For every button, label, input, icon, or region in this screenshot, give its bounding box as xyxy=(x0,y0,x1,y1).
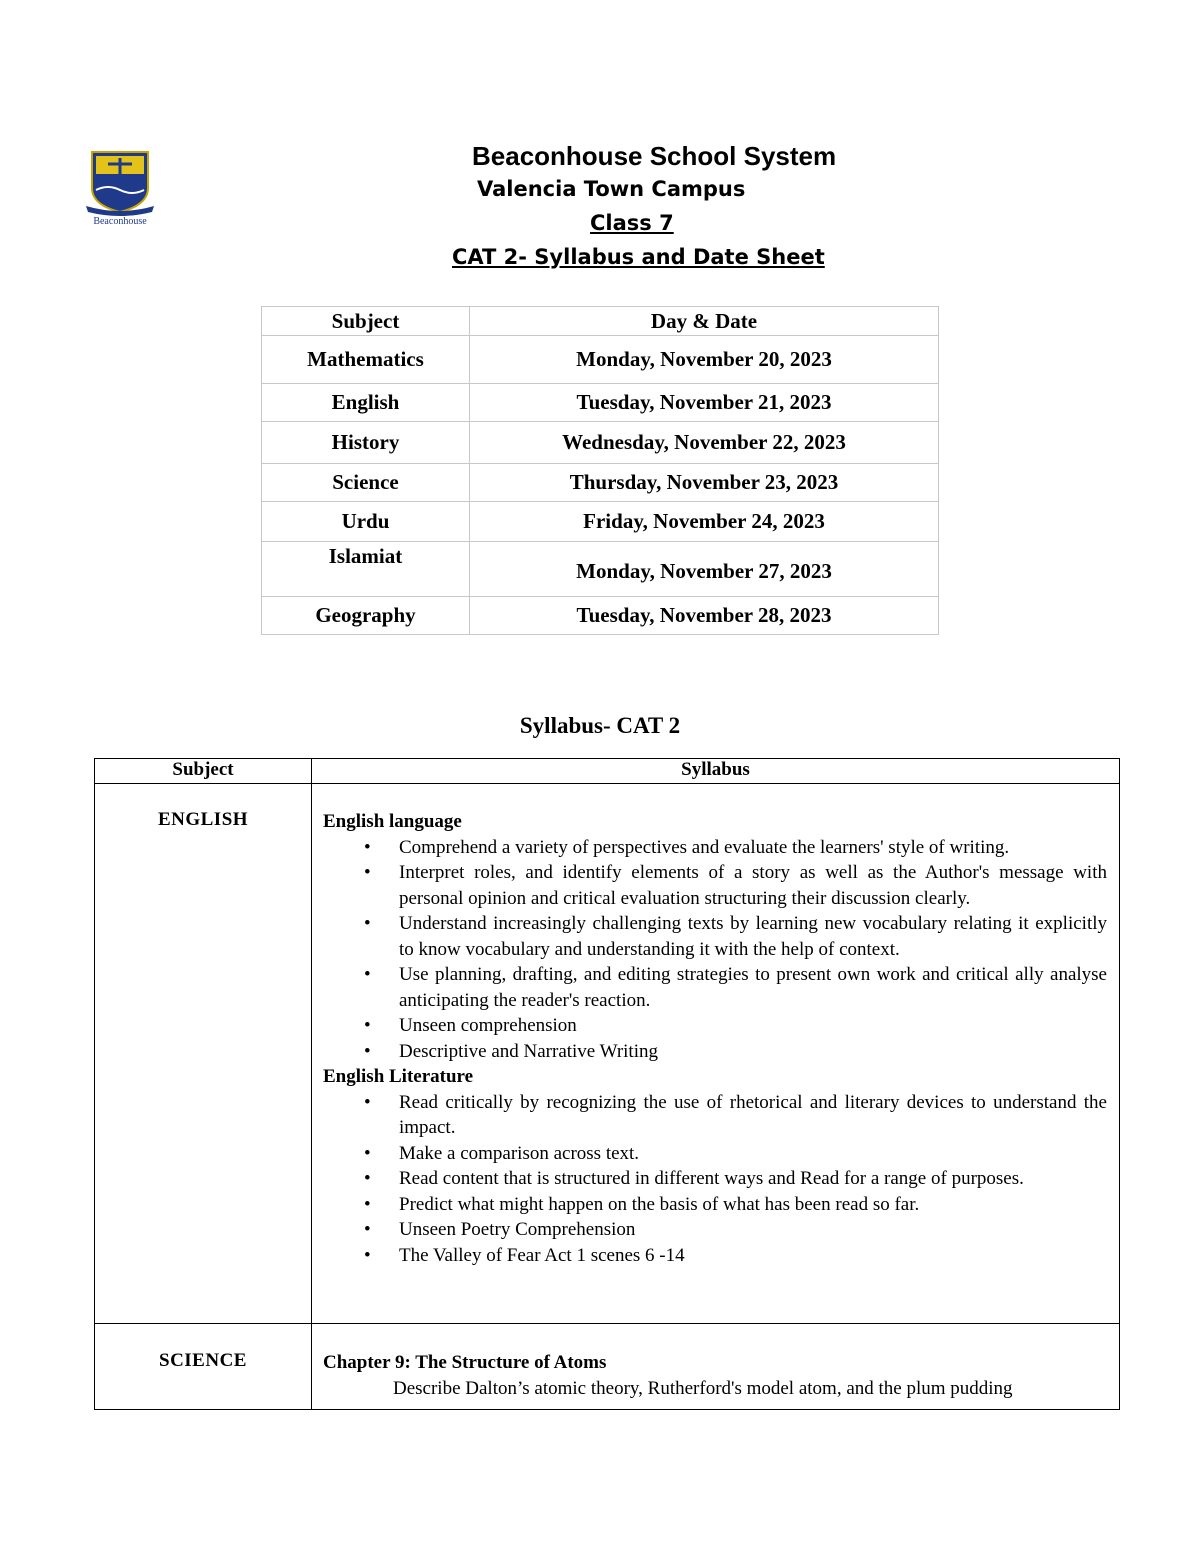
section-title: English language xyxy=(323,811,462,832)
science-list xyxy=(323,1376,1107,1402)
class-label: Class 7 xyxy=(590,211,674,235)
column-header-subject: Subject xyxy=(262,307,470,336)
section-title: English Literature xyxy=(323,1066,474,1087)
date-cell: Thursday, November 23, 2023 xyxy=(470,464,939,502)
subject-cell: ENGLISH xyxy=(95,784,312,1324)
list-item: • Describe Dalton’s atomic theory, Rutherford's model atom, and the plum pudding xyxy=(393,1376,1107,1402)
list-item: • Read content that is structured in different ways and Read for a range of purposes. xyxy=(399,1166,1107,1192)
column-header-syllabus: Syllabus xyxy=(312,759,1120,784)
date-sheet-table xyxy=(261,306,939,635)
table-row xyxy=(262,597,939,635)
literature-list xyxy=(323,1090,1107,1269)
school-name: Beaconhouse School System xyxy=(472,141,837,171)
syllabus-header-row xyxy=(95,759,1120,784)
table-row xyxy=(262,422,939,464)
table-row xyxy=(262,336,939,384)
subject-cell: English xyxy=(262,384,470,422)
subject-cell: Urdu xyxy=(262,502,470,542)
list-item: • Unseen Poetry Comprehension xyxy=(399,1217,1107,1243)
table-row xyxy=(262,384,939,422)
syllabus-table xyxy=(94,758,1120,1410)
document-title: CAT 2- Syllabus and Date Sheet xyxy=(452,245,825,269)
date-cell: Monday, November 20, 2023 xyxy=(470,336,939,384)
column-header-date: Day & Date xyxy=(470,307,939,336)
list-item: • Predict what might happen on the basis of what has been read so far. xyxy=(399,1192,1107,1218)
section-title: Chapter 9: The Structure of Atoms xyxy=(323,1352,607,1373)
date-sheet-header-row xyxy=(262,307,939,336)
subject-cell: Geography xyxy=(262,597,470,635)
date-cell: Friday, November 24, 2023 xyxy=(470,502,939,542)
table-row xyxy=(262,502,939,542)
list-item: • Read critically by recognizing the use of rhetorical and literary devices to understand the impact. xyxy=(399,1090,1107,1141)
syllabus-row-english xyxy=(95,784,1120,1324)
column-header-subject: Subject xyxy=(95,759,312,784)
list-item: • Unseen comprehension xyxy=(399,1013,1107,1039)
date-cell: Tuesday, November 28, 2023 xyxy=(470,597,939,635)
date-cell: Tuesday, November 21, 2023 xyxy=(470,384,939,422)
syllabus-cell xyxy=(312,784,1120,1324)
list-item: • Understand increasingly challenging texts by learning new vocabulary relating it explicitly to know vocabulary and understanding it with the help of context. xyxy=(399,911,1107,962)
list-item: • The Valley of Fear Act 1 scenes 6 -14 xyxy=(399,1243,1107,1269)
svg-text:Beaconhouse: Beaconhouse xyxy=(93,216,147,225)
list-item: • Descriptive and Narrative Writing xyxy=(399,1039,1107,1065)
syllabus-row-science xyxy=(95,1324,1120,1410)
subject-cell: History xyxy=(262,422,470,464)
language-list xyxy=(323,835,1107,1065)
date-cell: Wednesday, November 22, 2023 xyxy=(470,422,939,464)
table-row xyxy=(262,464,939,502)
school-logo xyxy=(80,150,160,225)
table-row xyxy=(262,542,939,597)
subject-cell: Science xyxy=(262,464,470,502)
syllabus-title: Syllabus- CAT 2 xyxy=(519,713,681,738)
list-item: • Make a comparison across text. xyxy=(399,1141,1107,1167)
date-cell: Monday, November 27, 2023 xyxy=(470,542,939,597)
campus-name: Valencia Town Campus xyxy=(477,177,746,201)
subject-cell: SCIENCE xyxy=(95,1324,312,1410)
syllabus-cell xyxy=(312,1324,1120,1410)
list-item: • Use planning, drafting, and editing strategies to present own work and critical ally analyse anticipating the reader's reaction. xyxy=(399,962,1107,1013)
list-item: • Comprehend a variety of perspectives and evaluate the learners' style of writing. xyxy=(399,835,1107,861)
list-item: • Interpret roles, and identify elements of a story as well as the Author's message with personal opinion and critical evaluation structuring their discussion clearly. xyxy=(399,860,1107,911)
subject-cell: Islamiat xyxy=(262,542,470,597)
subject-cell: Mathematics xyxy=(262,336,470,384)
